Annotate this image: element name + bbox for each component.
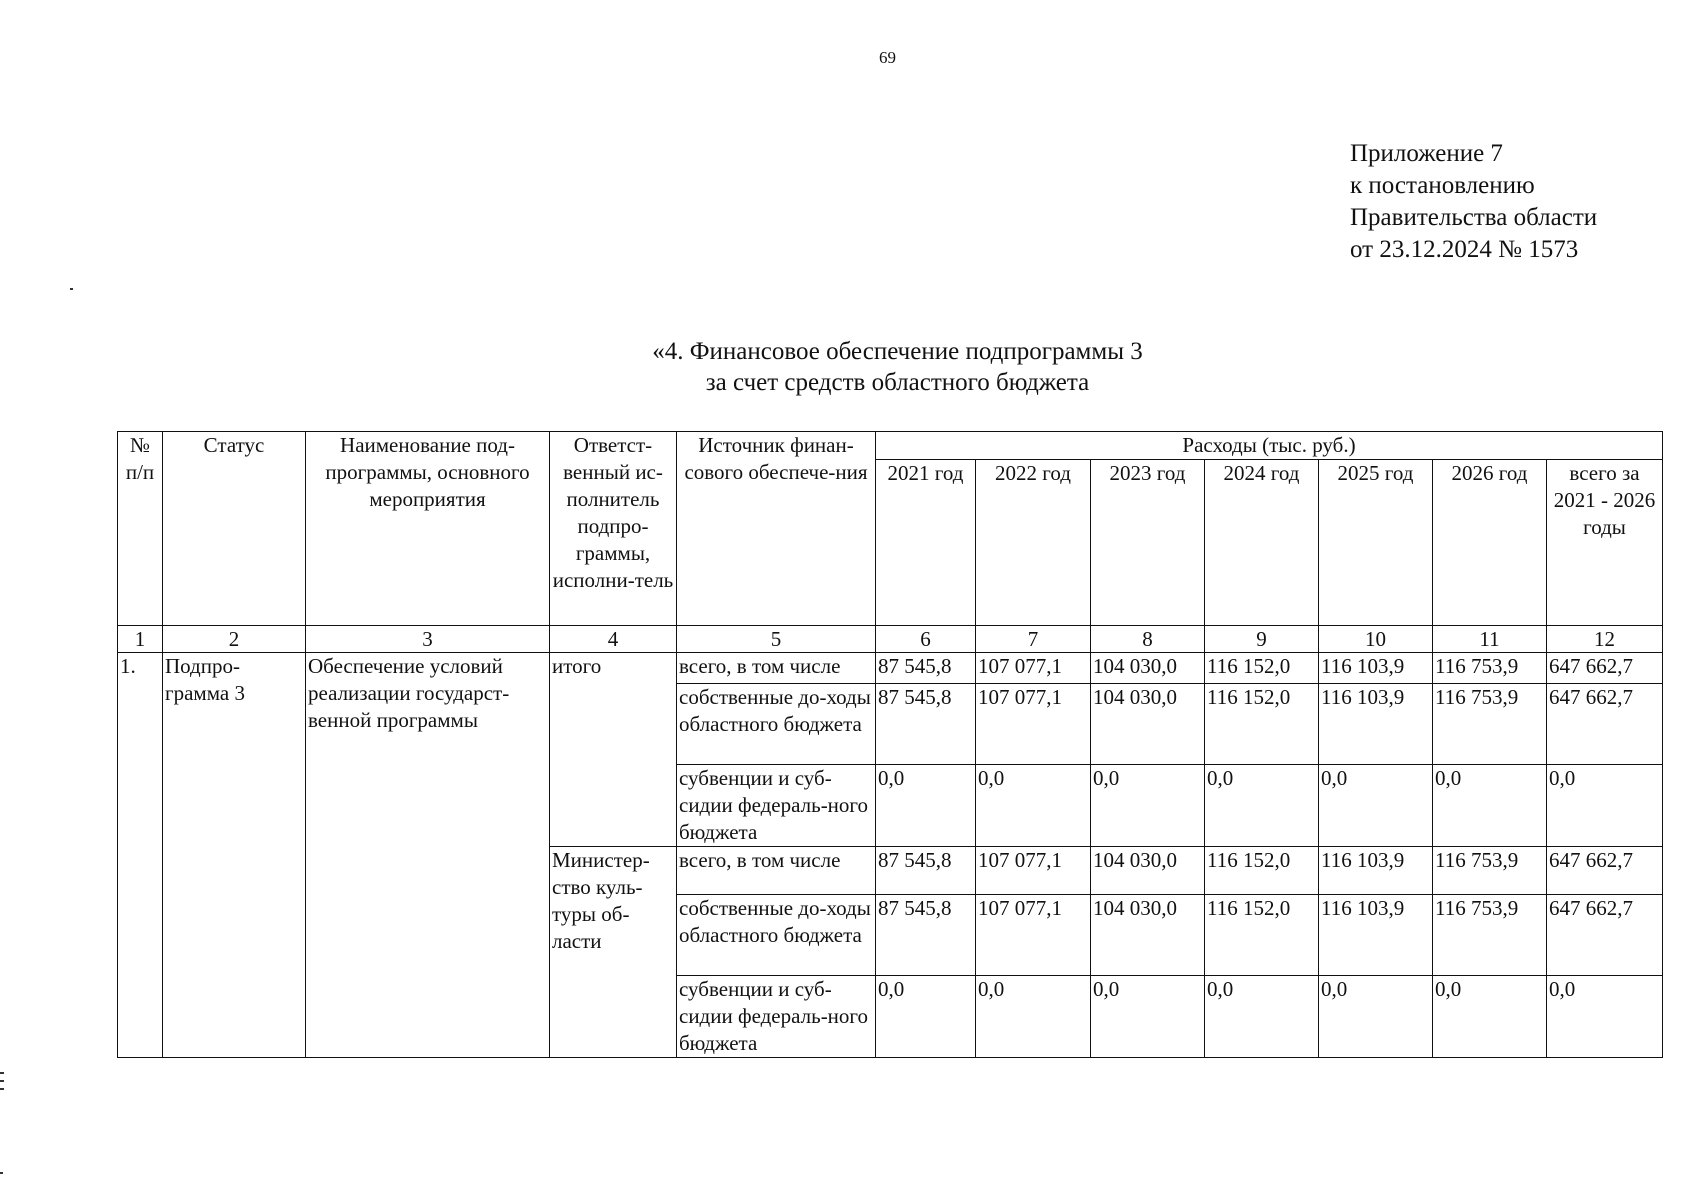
column-number: 8: [1091, 626, 1205, 653]
value-cell: 107 077,1: [976, 847, 1091, 895]
value-cell: 0,0: [1319, 976, 1433, 1058]
value-cell: 0,0: [1433, 765, 1547, 847]
scan-mark: [0, 1172, 3, 1174]
column-number: 7: [976, 626, 1091, 653]
value-cell: 0,0: [1547, 976, 1663, 1058]
value-cell: 647 662,7: [1547, 847, 1663, 895]
scan-mark: [0, 1072, 4, 1074]
scan-mark: [70, 288, 73, 290]
appendix-line: Приложение 7: [1350, 140, 1503, 167]
value-cell: 116 753,9: [1433, 847, 1547, 895]
title-line: за счет средств областного бюджета: [705, 369, 1090, 396]
value-cell: 87 545,8: [876, 895, 976, 976]
header-year-2024: 2024 год: [1205, 460, 1319, 626]
table-row: [118, 653, 1663, 684]
appendix-reference: [1350, 138, 1597, 266]
value-cell: 116 152,0: [1205, 653, 1319, 684]
column-number: 5: [677, 626, 876, 653]
value-cell: 104 030,0: [1091, 895, 1205, 976]
value-cell: 647 662,7: [1547, 653, 1663, 684]
column-number: 12: [1547, 626, 1663, 653]
header-row: [118, 432, 1663, 460]
value-cell: 0,0: [1205, 976, 1319, 1058]
row-status: Подпро-грамма 3: [163, 653, 306, 1058]
column-number: 9: [1205, 626, 1319, 653]
header-name: Наименование под-программы, основного мероприятия: [306, 432, 550, 626]
value-cell: 87 545,8: [876, 847, 976, 895]
header-status: Статус: [163, 432, 306, 626]
value-cell: 0,0: [976, 976, 1091, 1058]
value-cell: 104 030,0: [1091, 847, 1205, 895]
row-executor: итого: [550, 653, 677, 847]
value-cell: 0,0: [876, 765, 976, 847]
row-source: собственные до-ходы областного бюджета: [677, 895, 876, 976]
column-number: 6: [876, 626, 976, 653]
column-number: 1: [118, 626, 163, 653]
value-cell: 116 152,0: [1205, 847, 1319, 895]
value-cell: 0,0: [1091, 976, 1205, 1058]
column-number: 2: [163, 626, 306, 653]
value-cell: 116 753,9: [1433, 895, 1547, 976]
value-cell: 116 103,9: [1319, 895, 1433, 976]
row-source: всего, в том числе: [677, 847, 876, 895]
header-num: № п/п: [118, 432, 163, 626]
value-cell: 107 077,1: [976, 684, 1091, 765]
value-cell: 116 753,9: [1433, 684, 1547, 765]
value-cell: 116 103,9: [1319, 847, 1433, 895]
column-numbers-row: [118, 626, 1663, 653]
scan-mark: [0, 1080, 4, 1082]
header-total: всего за 2021 - 2026 годы: [1547, 460, 1663, 626]
row-num: 1.: [118, 653, 163, 1058]
scan-mark: [0, 1088, 4, 1090]
value-cell: 0,0: [1319, 765, 1433, 847]
value-cell: 116 152,0: [1205, 684, 1319, 765]
page-number: 69: [879, 48, 896, 67]
value-cell: 104 030,0: [1091, 684, 1205, 765]
row-source: всего, в том числе: [677, 653, 876, 684]
column-number: 11: [1433, 626, 1547, 653]
value-cell: 647 662,7: [1547, 895, 1663, 976]
value-cell: 116 103,9: [1319, 653, 1433, 684]
header-expenses: Расходы (тыс. руб.): [876, 432, 1663, 460]
value-cell: 0,0: [1091, 765, 1205, 847]
row-name: Обеспечение условий реализации государст-венной программы: [306, 653, 550, 1058]
value-cell: 0,0: [976, 765, 1091, 847]
value-cell: 87 545,8: [876, 684, 976, 765]
header-year-2021: 2021 год: [876, 460, 976, 626]
value-cell: 0,0: [876, 976, 976, 1058]
value-cell: 107 077,1: [976, 653, 1091, 684]
row-source: субвенции и суб-сидии федераль-ного бюджета: [677, 976, 876, 1058]
appendix-line: Правительства области: [1350, 204, 1598, 231]
value-cell: 647 662,7: [1547, 684, 1663, 765]
column-number: 3: [306, 626, 550, 653]
document-title: [0, 336, 1697, 398]
value-cell: 0,0: [1547, 765, 1663, 847]
header-source: Источник финан-сового обеспече-ния: [677, 432, 876, 626]
header-year-2025: 2025 год: [1319, 460, 1433, 626]
financing-table: [117, 431, 1663, 1058]
value-cell: 0,0: [1205, 765, 1319, 847]
header-year-2022: 2022 год: [976, 460, 1091, 626]
row-source: собственные до-ходы областного бюджета: [677, 684, 876, 765]
header-year-2026: 2026 год: [1433, 460, 1547, 626]
column-number: 10: [1319, 626, 1433, 653]
title-line: «4. Финансовое обеспечение подпрограммы 3: [652, 338, 1143, 365]
header-executor: Ответст-венный ис-полнитель подпро-граммы, исполни-тель: [550, 432, 677, 626]
value-cell: 116 103,9: [1319, 684, 1433, 765]
column-number: 4: [550, 626, 677, 653]
appendix-line: от 23.12.2024 № 1573: [1350, 236, 1579, 263]
header-year-2023: 2023 год: [1091, 460, 1205, 626]
value-cell: 116 753,9: [1433, 653, 1547, 684]
value-cell: 104 030,0: [1091, 653, 1205, 684]
value-cell: 116 152,0: [1205, 895, 1319, 976]
appendix-line: к постановлению: [1350, 172, 1535, 199]
row-source: субвенции и суб-сидии федераль-ного бюджета: [677, 765, 876, 847]
value-cell: 87 545,8: [876, 653, 976, 684]
value-cell: 0,0: [1433, 976, 1547, 1058]
value-cell: 107 077,1: [976, 895, 1091, 976]
row-executor: Министер-ство куль-туры об-ласти: [550, 847, 677, 1058]
